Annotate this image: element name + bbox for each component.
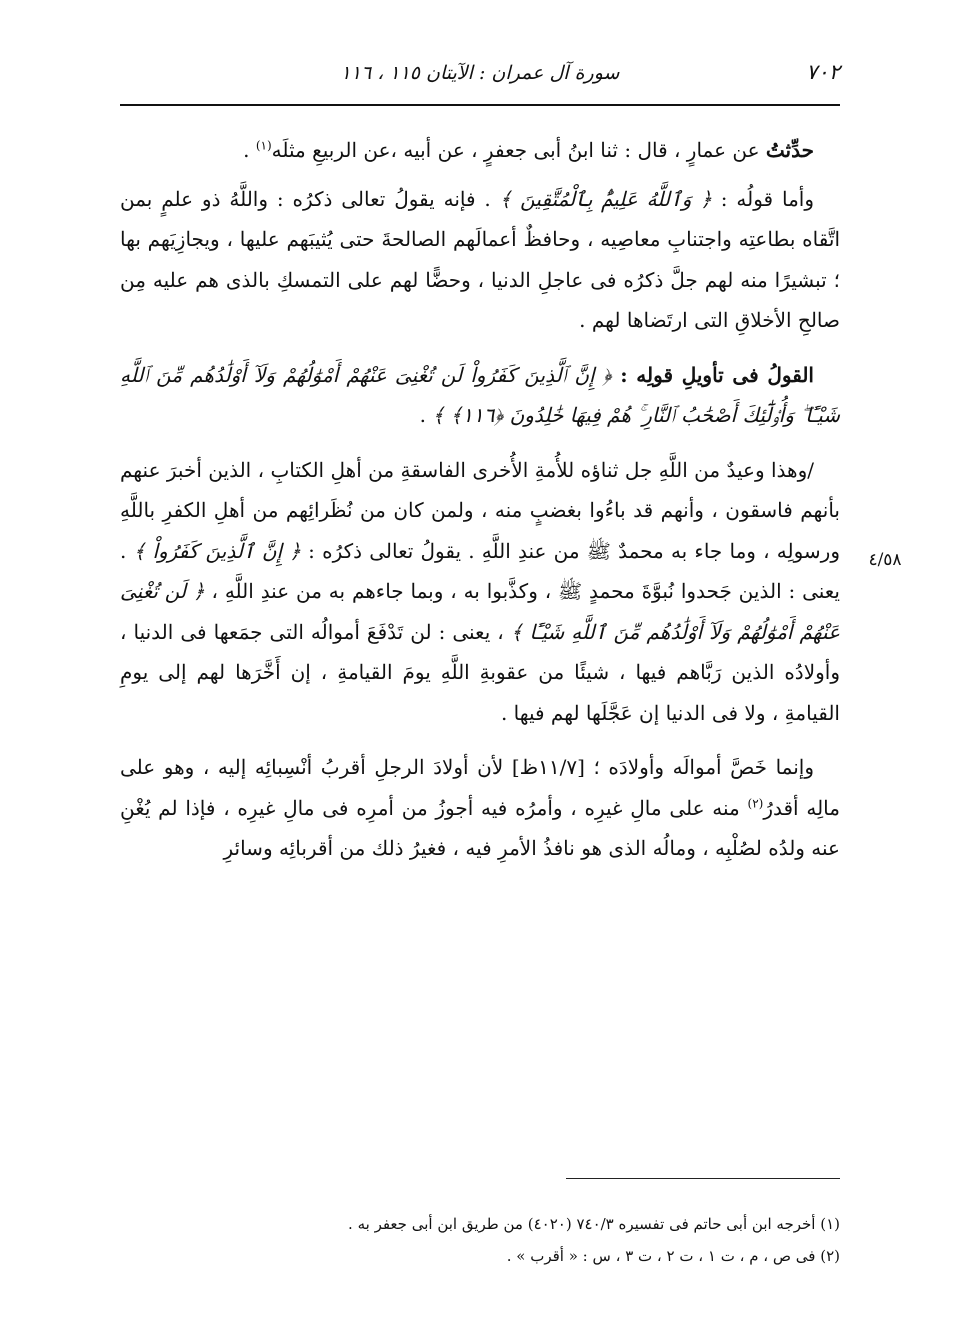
footnote-2: (٢) فى ص ، م ، ت ١ ، ت ٢ ، ت ٣ ، س : « أقرب » . [506,1247,840,1265]
paragraph-4-text-3: ، يعنى : لن تَدْفَعَ أموالُه التى جمَعها فى الدنيا ، وأولادُه الذين رَبَّاهم فيها ، شيئًا من عقوبةِ اللَّهِ يومَ القيامةِ ، إن أَخَّرَها لهم إلى يومِ القيامةِ ، ولا فى الدنيا إن عَجَّلَها لهم فيها . [120,619,840,725]
main-text [120,130,840,869]
paragraph-1-lead: حدِّثتُ [765,138,814,162]
footnote-1: (١) أخرجه ابن أبى حاتم فى تفسيره ٧٤٠/٣ (٤٠٢٠) من طريق ابن أبى جعفر به . [348,1215,840,1233]
footnote-marker-1: (١) [255,138,272,153]
paragraph-3-end: . [419,403,433,427]
paragraph-2-text-1: وأما قولُه : [711,186,814,211]
quran-verse-2: ﴿ إِنَّ ٱلَّذِينَ كَفَرُواْ لَن تُغْنِىَ عَنْهُمْ أَمْوَٰلُهُمْ وَلَآ أَوْلَٰدُهُم مِّنَ ٱللَّهِ شَيْـًٔا ۖ وَأُو۟لَٰٓئِكَ أَصْحَٰبُ ٱلنَّارِ ۚ هُمْ فِيهَا خَٰلِدُونَ ﴿١١٦﴾ ﴾ [120,362,840,427]
paragraph-4 [120,450,840,734]
paragraph-4-text-1: /وهذا وعيدٌ من اللَّهِ جل ثناؤه للأُمةِ الأُخرى الفاسقةِ من أهلِ الكتابِ ، الذين أخبرَ عنهم بأنهم فاسقون ، وأنهم قد باءُوا بغضبٍ منه ، ولمن كان من نُظَرائِهم من أهلِ الكفرِ باللَّهِ ورسولِه ، وما جاء به محمدٌ ﷺ من عندِ اللَّهِ . يقولُ تعالى ذكرُه : [120,457,840,563]
paragraph-5-text-2: منه على مالِ غيرِه ، وأمرُه فيه أجوزُ من أمرِه فى مالِ غيرِه ، فإذا لم يُغْنِ عنه ولدُه لصُلْبِه ، ومالُه الذى هو نافذُ الأمرِ فيه ، فغيرُ ذلك من أقربائِه وسائرِ [120,795,840,860]
paragraph-1-text: عن عمارٍ ، قال : ثنا ابنُ أبى جعفرٍ ، عن أبيه ،عن الربيعِ مثلَه [271,138,766,162]
margin-reference: ٤/٥٨ [868,550,902,570]
section-heading: القولُ فى تأويلِ قولِه : [611,362,814,387]
quran-verse-1: ﴿ وَٱللَّهُ عَلِيمٌۢ بِٱلْمُتَّقِينَ ﴾ [499,186,712,211]
paragraph-1-end: . [243,138,256,162]
paragraph-5 [120,747,840,869]
paragraph-1 [120,130,840,171]
footnote-divider [566,1178,840,1179]
paragraph-4-text-2: . يعنى : الذين جَحدوا نُبوَّةَ محمدٍ ﷺ ، وكذَّبوا به ، وبما جاءهم به من عندِ اللَّهِ ، [120,538,840,603]
running-title: سورة آل عمران : الآيتان ١١٥ ، ١١٦ [340,62,620,84]
quran-verse-3: ﴿ إِنَّ ٱلَّذِينَ كَفَرُواْ ﴾ [133,538,301,563]
footnote-marker-2: (٢) [747,795,764,810]
paragraph-2 [120,179,840,341]
paragraph-5-text-1: وإنما خَصَّ أموالَه وأولادَه ؛ [١١/٧ظ] لأن أولادَ الرجلِ أقربُ أنْسِبائِه إليه ، وهو على مالِه أقدرُ [120,755,840,820]
paragraph-2-text-2: . فإنه يقولُ تعالى ذكرُه : واللَّهُ ذو علمٍ بمن اتَّقاه بطاعتِه واجتنابِ معاصِيه ، وحافظٌ أعمالَهم الصالحةَ حتى يُثيبَهم عليها ، ويجازِيَهم بها ؛ تبشيرًا منه لهم جلَّ ذكرُه فى عاجلِ الدنيا ، وحضًّا لهم على التمسكِ بالذى هم عليه مِن صالحِ الأخلاقِ التى ارتَضاها لهم . [120,186,840,332]
page-number: ٧٠٢ [806,60,840,84]
header-divider [120,104,840,106]
quran-verse-4: ﴿ لَن تُغْنِىَ عَنْهُمْ أَمْوَٰلُهُمْ وَلَآ أَوْلَٰدُهُم مِّنَ ٱللَّهِ شَيْـًٔا ﴾ [120,579,840,644]
footnotes [120,1208,840,1272]
page-header [120,54,840,98]
paragraph-3 [120,355,840,436]
